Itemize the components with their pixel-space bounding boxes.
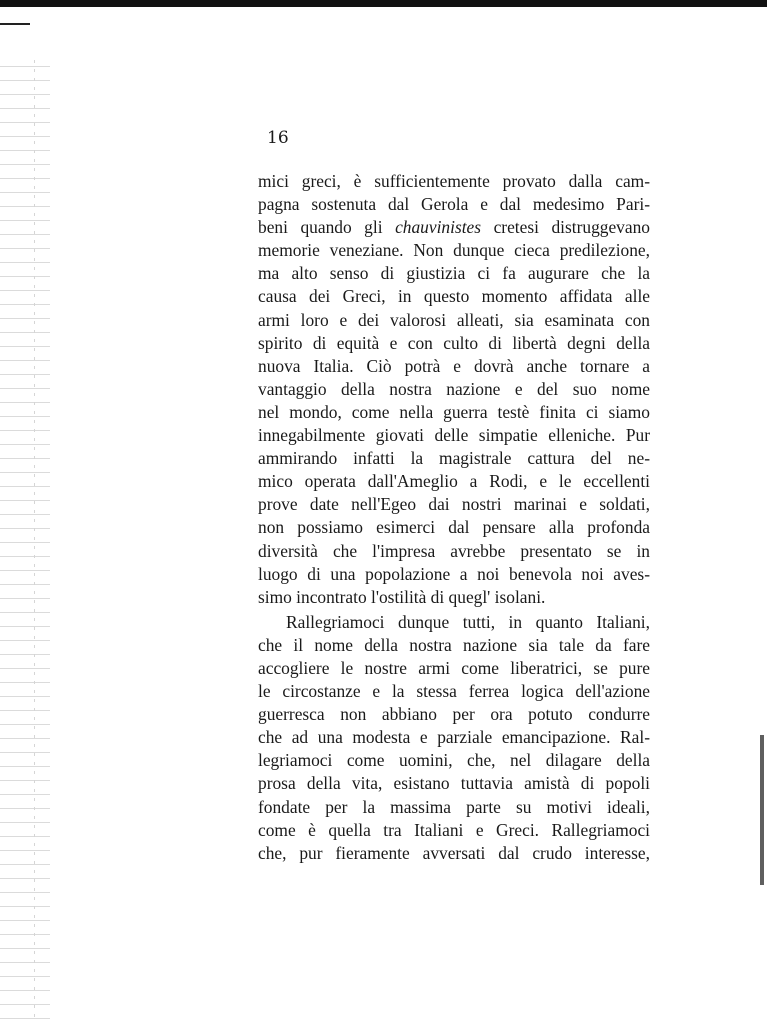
text-line: fondate per la massima parte su motivi ideali, — [258, 796, 650, 817]
text-line: nel mondo, come nella guerra testè finita ci siamo — [258, 401, 650, 422]
text-line: mico operata dall'Ameglio a Rodi, e le eccellenti — [258, 471, 650, 492]
text-line: prove date nell'Egeo dai nostri marinai e soldati, — [258, 494, 650, 515]
text-line: pagna sostenuta dal Gerola e dal medesimo Pari- — [258, 194, 650, 215]
text-line: legriamoci come uomini, che, nel dilagare della — [258, 750, 650, 771]
paragraph-start: Rallegriamoci dunque tutti, in quanto Italiani, — [286, 611, 650, 632]
text-line: ma alto senso di giustizia ci fa augurare che la — [258, 263, 650, 284]
text-line: prosa della vita, esistano tuttavia amistà di popoli — [258, 773, 650, 794]
text-line: come è quella tra Italiani e Greci. Rallegriamoci — [258, 819, 650, 840]
binding-gutter-marks — [0, 60, 50, 1020]
text-line: memorie veneziane. Non dunque cieca predilezione, — [258, 240, 650, 261]
italic-word: chauvinistes — [395, 217, 482, 238]
text-line: armi loro e dei valorosi alleati, sia esaminata con — [258, 309, 650, 330]
text-line: non possiamo esimerci dal pensare alla profonda — [258, 517, 650, 538]
scan-right-edge-mark — [760, 735, 764, 885]
text-line-end: cretesi distruggevano — [493, 217, 650, 238]
scan-top-border — [0, 0, 767, 7]
text-line: che, pur fieramente avversati dal crudo interesse, — [258, 842, 650, 863]
text-line: accogliere le nostre armi come liberatrici, se pure — [258, 657, 650, 678]
text-line: innegabilmente giovati delle simpatie elleniche. Pur — [258, 425, 650, 446]
text-line: vantaggio della nostra nazione e del suo nome — [258, 378, 650, 399]
scan-corner-mark — [0, 7, 30, 25]
text-line: causa dei Greci, in questo momento affidata alle — [258, 286, 650, 307]
page-number: 16 — [267, 128, 289, 148]
text-line-with-italic — [258, 216, 650, 239]
text-line: ammirando infatti la magistrale cattura del ne- — [258, 448, 650, 469]
text-line: diversità che l'impresa avrebbe presentato se in — [258, 540, 650, 561]
text-line: luogo di una popolazione a noi benevola noi aves- — [258, 563, 650, 584]
text-line: nuova Italia. Ciò potrà e dovrà anche tornare a — [258, 355, 650, 376]
text-line: guerresca non abbiano per ora potuto condurre — [258, 704, 650, 725]
body-text — [258, 170, 650, 865]
text-line: che il nome della nostra nazione sia tale da fare — [258, 634, 650, 655]
text-line: le circostanze e la stessa ferrea logica dell'azione — [258, 681, 650, 702]
text-line: simo incontrato l'ostilità di quegl' isolani. — [258, 586, 546, 607]
text-line: che ad una modesta e parziale emancipazione. Ral- — [258, 727, 650, 748]
text-line: spirito di equità e con culto di libertà degni della — [258, 332, 650, 353]
text-line-start: beni quando gli — [258, 217, 383, 238]
text-line: mici greci, è sufficientemente provato dalla cam- — [258, 171, 650, 191]
